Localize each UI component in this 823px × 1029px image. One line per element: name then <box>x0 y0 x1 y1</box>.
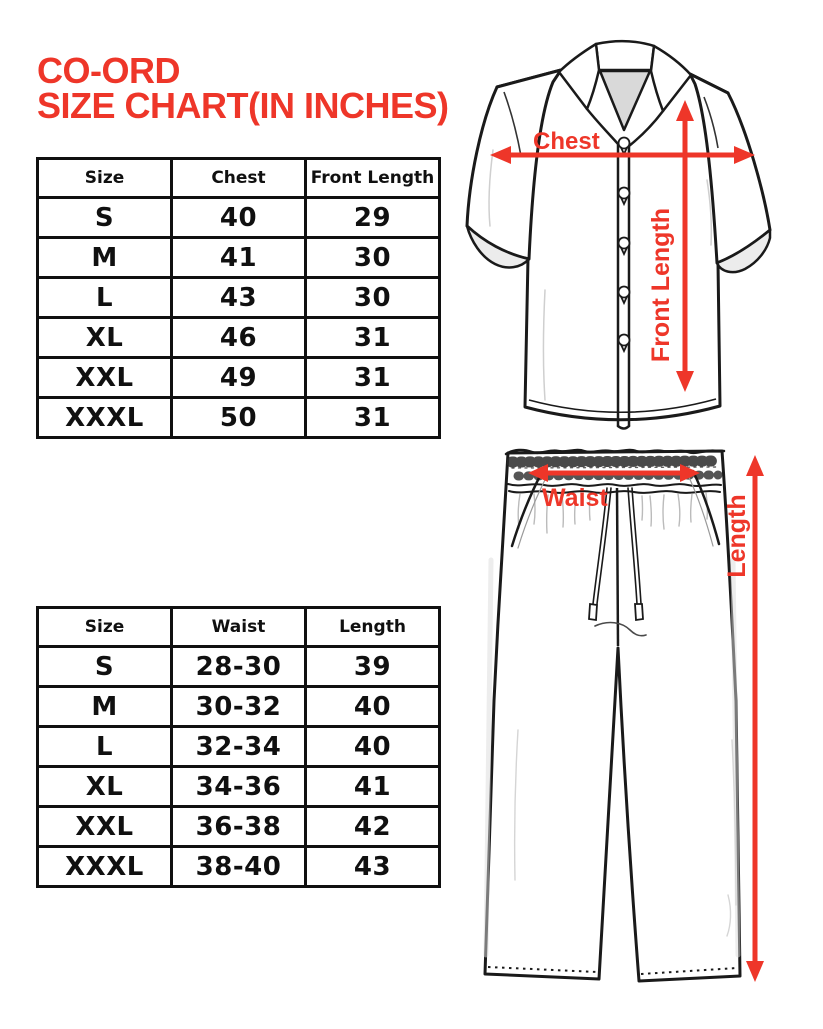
center-seam <box>617 488 618 646</box>
column-header-size: Size <box>38 608 172 647</box>
table-cell: 43 <box>172 278 306 318</box>
table-cell: 40 <box>172 198 306 238</box>
table-cell: 28-30 <box>172 647 306 687</box>
table-row <box>38 238 440 278</box>
column-header-waist: Waist <box>172 608 306 647</box>
table-cell: 39 <box>306 647 440 687</box>
column-header-front-length: Front Length <box>306 159 440 198</box>
waist-label: Waist <box>542 484 608 512</box>
table-cell: 31 <box>306 398 440 438</box>
length-label: Length <box>723 494 751 578</box>
table-row <box>38 278 440 318</box>
table-cell: L <box>38 278 172 318</box>
pants-size-table <box>36 606 441 888</box>
table-row <box>38 318 440 358</box>
table-row <box>38 727 440 767</box>
table-row <box>38 358 440 398</box>
table-cell: XXL <box>38 358 172 398</box>
shirt-illustration <box>455 30 777 442</box>
table-cell: L <box>38 727 172 767</box>
table-cell: 40 <box>306 727 440 767</box>
table-cell: 46 <box>172 318 306 358</box>
table-cell: 50 <box>172 398 306 438</box>
pants-illustration <box>460 440 772 1000</box>
table-cell: XXL <box>38 807 172 847</box>
title-line-1: CO-ORD <box>37 50 180 91</box>
collar-stand <box>596 41 654 70</box>
column-header-size: Size <box>38 159 172 198</box>
table-cell: 30 <box>306 238 440 278</box>
table-cell: XXXL <box>38 398 172 438</box>
table-row <box>38 198 440 238</box>
table-cell: S <box>38 198 172 238</box>
table-row <box>38 807 440 847</box>
title-line-2: SIZE CHART(IN INCHES) <box>37 85 449 126</box>
table-cell: 43 <box>306 847 440 887</box>
table-row <box>38 767 440 807</box>
table-row <box>38 847 440 887</box>
column-header-length: Length <box>306 608 440 647</box>
table-cell: 30-32 <box>172 687 306 727</box>
table-row <box>38 647 440 687</box>
table-cell: 36-38 <box>172 807 306 847</box>
table-cell: 49 <box>172 358 306 398</box>
table-cell: S <box>38 647 172 687</box>
table-cell: XL <box>38 318 172 358</box>
front-length-label: Front Length <box>647 207 675 363</box>
table-cell: 41 <box>172 238 306 278</box>
table-cell: M <box>38 238 172 278</box>
table-cell: XL <box>38 767 172 807</box>
table-header-row <box>38 159 440 198</box>
table-row <box>38 398 440 438</box>
page-title <box>37 50 449 126</box>
table-cell: 41 <box>306 767 440 807</box>
table-cell: 42 <box>306 807 440 847</box>
table-cell: 32-34 <box>172 727 306 767</box>
table-cell: 40 <box>306 687 440 727</box>
table-header-row <box>38 608 440 647</box>
chest-label: Chest <box>533 128 600 155</box>
table-cell: 34-36 <box>172 767 306 807</box>
table-row <box>38 687 440 727</box>
table-cell: 38-40 <box>172 847 306 887</box>
table-cell: 31 <box>306 358 440 398</box>
table-cell: 29 <box>306 198 440 238</box>
table-cell: XXXL <box>38 847 172 887</box>
shirt-size-table <box>36 157 441 439</box>
table-cell: 30 <box>306 278 440 318</box>
table-cell: M <box>38 687 172 727</box>
column-header-chest: Chest <box>172 159 306 198</box>
table-cell: 31 <box>306 318 440 358</box>
